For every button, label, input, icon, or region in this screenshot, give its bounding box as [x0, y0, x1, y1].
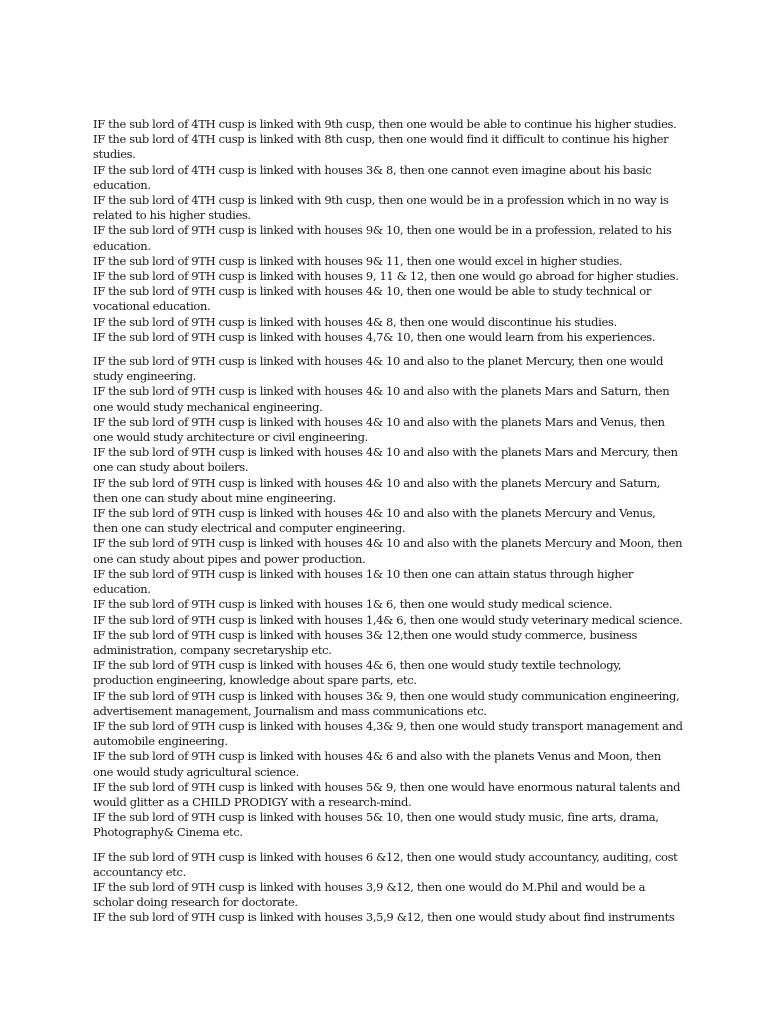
paragraph: IF the sub lord of 9TH cusp is linked with houses 3& 9, then one would study communication engineering, advertisement management, Journalism and mass communications etc. [93, 688, 680, 718]
paragraph: IF the sub lord of 9TH cusp is linked with houses 4,7& 10, then one would learn from his experiences. [93, 329, 656, 344]
paragraph: IF the sub lord of 9TH cusp is linked with houses 3,9 &12, then one would do M.Phil and would be a scholar doing research for doctorate. [93, 879, 646, 910]
paragraph: IF the sub lord of 9TH cusp is linked with houses 9, 11 & 12, then one would go abroad for higher studies. [93, 269, 679, 284]
paragraph: IF the sub lord of 9TH cusp is linked with houses 3,5,9 &12, then one would study about find instruments [93, 910, 675, 925]
paragraph-block-3 [93, 850, 683, 926]
paragraph: IF the sub lord of 4TH cusp is linked with houses 3& 8, then one cannot even imagine about his basic education. [93, 162, 652, 192]
paragraph-block-2 [93, 354, 683, 841]
paragraph: IF the sub lord of 9TH cusp is linked with houses 9& 10, then one would be in a profession, related to his education. [93, 223, 672, 253]
paragraph: IF the sub lord of 9TH cusp is linked with houses 4& 6, then one would study textile technology, production engineering, knowledge about spare parts, etc. [93, 658, 622, 688]
paragraph: IF the sub lord of 4TH cusp is linked with 8th cusp, then one would find it difficult to continue his higher studies. [93, 132, 669, 162]
paragraph: IF the sub lord of 9TH cusp is linked with houses 1& 10 then one can attain status through higher education. [93, 566, 634, 597]
paragraph: IF the sub lord of 9TH cusp is linked with houses 4& 10 and also with the planets Mars and Venus, then one would study architecture or civil engineering. [93, 414, 665, 445]
paragraph: IF the sub lord of 4TH cusp is linked with 9th cusp, then one would be in a profession which in no way is related to his higher studies. [93, 193, 669, 223]
paragraph-spacer [93, 345, 683, 354]
paragraph: IF the sub lord of 9TH cusp is linked with houses 6 &12, then one would study accountancy, auditing, cost accountancy etc. [93, 849, 678, 879]
document-page [93, 117, 683, 926]
paragraph: IF the sub lord of 9TH cusp is linked with houses 4& 10 and also with the planets Mercury and Moon, then one can study about pipes and power production. [93, 536, 683, 566]
paragraph-spacer [93, 841, 683, 850]
paragraph: IF the sub lord of 9TH cusp is linked with houses 5& 10, then one would study music, fine arts, drama, Photography& Cinema etc. [93, 810, 659, 840]
paragraph: IF the sub lord of 9TH cusp is linked with houses 4& 8, then one would discontinue his studies. [93, 314, 617, 329]
paragraph: IF the sub lord of 9TH cusp is linked with houses 4& 10 and also to the planet Mercury, then one would study engineering. [93, 354, 664, 384]
paragraph: IF the sub lord of 9TH cusp is linked with houses 5& 9, then one would have enormous natural talents and would glitter as a CHILD PRODIGY with a research-mind. [93, 779, 681, 809]
paragraph: IF the sub lord of 4TH cusp is linked with 9th cusp, then one would be able to continue his higher studies. [93, 117, 677, 131]
paragraph: IF the sub lord of 9TH cusp is linked with houses 1,4& 6, then one would study veterinary medical science. [93, 612, 683, 627]
paragraph-block-1 [93, 117, 683, 345]
paragraph: IF the sub lord of 9TH cusp is linked with houses 1& 6, then one would study medical science. [93, 597, 613, 612]
paragraph: IF the sub lord of 9TH cusp is linked with houses 4& 6 and also with the planets Venus and Moon, then one would study agricultural science. [93, 749, 661, 779]
paragraph: IF the sub lord of 9TH cusp is linked with houses 9& 11, then one would excel in higher studies. [93, 253, 623, 268]
paragraph: IF the sub lord of 9TH cusp is linked with houses 4& 10 and also with the planets Mars and Mercury, then one can study about boilers. [93, 445, 678, 475]
paragraph: IF the sub lord of 9TH cusp is linked with houses 4& 10 and also with the planets Mercury and Venus, then one can study electrical and computer engineering. [93, 506, 656, 536]
paragraph: IF the sub lord of 9TH cusp is linked with houses 4,3& 9, then one would study transport management and automobile engineering. [93, 718, 683, 749]
paragraph: IF the sub lord of 9TH cusp is linked with houses 3& 12,then one would study commerce, business administration, company secretaryship etc. [93, 627, 638, 657]
paragraph: IF the sub lord of 9TH cusp is linked with houses 4& 10 and also with the planets Mercury and Saturn, then one can study about mine engineering. [93, 475, 660, 505]
paragraph: IF the sub lord of 9TH cusp is linked with houses 4& 10 and also with the planets Mars and Saturn, then one would study mechanical engineering. [93, 384, 670, 414]
paragraph: IF the sub lord of 9TH cusp is linked with houses 4& 10, then one would be able to study technical or vocational education. [93, 284, 651, 314]
